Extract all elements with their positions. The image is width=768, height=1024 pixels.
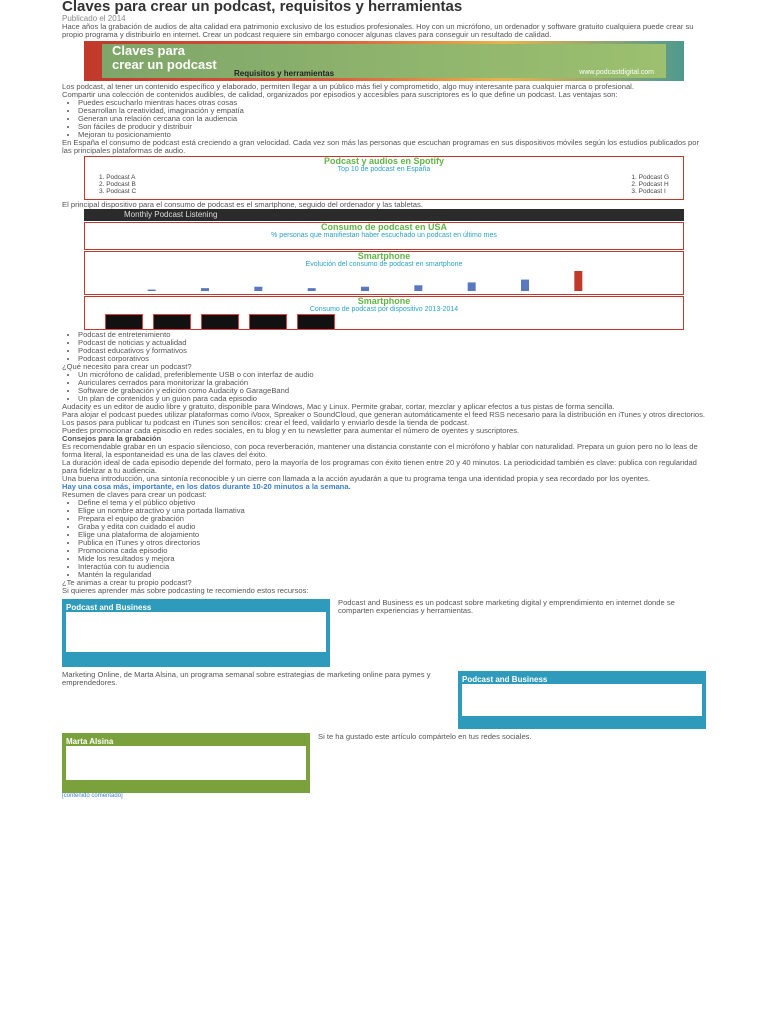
- chart-bar: [254, 287, 262, 291]
- paragraph: Audacity es un editor de audio libre y gratuito, disponible para Windows, Mac y Linux. Permite grabar, cortar, mezclar y aplicar efectos a tus pistas de forma sencilla.: [62, 402, 615, 411]
- list-item: • Un micrófono de calidad, preferiblemente USB o con interfaz de audio: [78, 371, 706, 379]
- list-item: • Promociona cada episodio: [78, 547, 706, 555]
- rank-item: 3. Podcast I: [631, 188, 666, 195]
- paragraph: Puedes promocionar cada episodio en redes sociales, en tu blog y en tu newsletter para aumentar el número de oyentes y suscriptores.: [62, 426, 520, 435]
- paragraph: Si te ha gustado este artículo compártelo en tus redes sociales.: [318, 732, 532, 741]
- hero-line3: Requisitos y herramientas: [234, 69, 335, 78]
- list-item: • Puedes escucharlo mientras haces otras cosas: [78, 99, 706, 107]
- chart-bar: [521, 280, 529, 291]
- paragraph: Los pasos para publicar tu podcast en iTunes son sencillos: crear el feed, validarlo y enviarlo desde la tienda de podcast.: [62, 418, 470, 427]
- device-block: [153, 314, 191, 330]
- rank-item: 3. Podcast C: [99, 188, 137, 195]
- article-date: Publicado el 2014: [62, 14, 126, 23]
- list-item: • Un plan de contenidos y un guion para cada episodio: [78, 395, 706, 403]
- device-block: [105, 314, 143, 330]
- hero-url: www.podcastdigital.com: [579, 69, 654, 76]
- article-title: Claves para crear un podcast, requisitos y herramientas: [62, 0, 463, 15]
- list-item: • Elige una plataforma de alojamiento: [78, 531, 706, 539]
- device-block: [297, 314, 335, 330]
- monthly-card: [84, 222, 684, 250]
- card-subtitle: Consumo de podcast por dispositivo 2013-2014: [309, 306, 459, 313]
- card-title: Smartphone: [357, 251, 411, 261]
- hero-line2: crear un podcast: [112, 57, 217, 72]
- list-item: • Podcast corporativos: [78, 355, 706, 363]
- footer-link[interactable]: [contenido comentado]: [62, 793, 123, 799]
- list-item: • Interactúa con tu audiencia: [78, 563, 706, 571]
- paragraph: Una buena introducción, una sintonía reconocible y un cierre con llamada a la acción ayudarán a que tu programa tenga una identidad propia y sea recordado por los oyentes.: [62, 474, 651, 483]
- list-item: • Publica en iTunes y otros directorios: [78, 539, 706, 547]
- chart-bar: [201, 288, 209, 291]
- card-title: Consumo de podcast en USA: [320, 222, 447, 232]
- rank-item: 1. Podcast A: [99, 174, 136, 181]
- marta-alsina-card[interactable]: [62, 733, 310, 793]
- intro-text: Hace años la grabación de audios de alta calidad era patrimonio exclusivo de los estudios profesionales. Hoy con un micrófono, un ordenador y software gratuito cualquiera puede crear su propio programa y distribuirlo en internet. Crear un podcast requiere sin embargo conocer algunas claves para conseguir un resultado de calidad.: [62, 22, 694, 39]
- card-title: Marta Alsina: [66, 737, 114, 746]
- paragraph: Los podcast, al tener un contenido específico y elaborado, permiten llegar a un público más fiel y comprometido, algo muy interesante para cualquier marca o profesional.: [62, 82, 634, 91]
- card-title: Podcast and Business: [462, 675, 548, 684]
- paragraph: Hay una cosa más, importante, en los datos durante 10-20 minutos a la semana.: [62, 482, 351, 491]
- card-subtitle: Evolución del consumo de podcast en smartphone: [305, 261, 463, 268]
- chart-bar: [308, 288, 316, 291]
- chart-bar: [574, 271, 582, 291]
- card-title: Smartphone: [357, 296, 411, 306]
- paragraph: El principal dispositivo para el consumo de podcast es el smartphone, seguido del ordenador y las tabletas.: [62, 200, 423, 209]
- card-subtitle: Top 10 de podcast en España: [337, 166, 431, 173]
- paragraph: En España el consumo de podcast está creciendo a gran velocidad. Cada vez son más las personas que escuchan programas en sus dispositivos móviles según los estudios publicados por las principales plataformas de audio.: [62, 138, 699, 155]
- paragraph: Si quieres aprender más sobre podcasting te recomiendo estos recursos:: [62, 586, 309, 595]
- subheading: ¿Te animas a crear tu propio podcast?: [62, 578, 192, 587]
- paragraph: Compartir una colección de contenidos audibles, de calidad, organizados por episodios y accesibles para suscriptores es lo que define un podcast. Las ventajas son:: [62, 90, 618, 99]
- chart-bar: [148, 290, 156, 291]
- list-item: • Mide los resultados y mejora: [78, 555, 706, 563]
- list-item: • Mantén la regularidad: [78, 571, 706, 579]
- list: [62, 499, 706, 579]
- bar-chart: [85, 269, 645, 291]
- paragraph: Es recomendable grabar en un espacio silencioso, con poca reverberación, mantener una distancia constante con el micrófono y hablar con naturalidad. Prepara un guion pero no lo leas de forma literal, la espontaneidad es una de las claves del éxito.: [62, 442, 698, 459]
- list-item: • Desarrollan la creatividad, imaginación y empatía: [78, 107, 706, 115]
- subheading: Consejos para la grabación: [62, 434, 162, 443]
- rank-item: 1. Podcast G: [631, 174, 669, 181]
- chart-bar: [414, 285, 422, 291]
- device-block: [201, 314, 239, 330]
- podcast-business-card-2[interactable]: [458, 671, 706, 729]
- list-item: • Mejoran tu posicionamiento: [78, 131, 706, 139]
- list-item: • Podcast educativos y formativos: [78, 347, 706, 355]
- list: [62, 331, 706, 363]
- paragraph: Marketing Online, de Marta Alsina, un programa semanal sobre estrategias de marketing online para pymes y emprendedores.: [62, 670, 431, 687]
- chart-bar: [361, 287, 369, 291]
- chart-bar: [468, 282, 476, 291]
- device-card: [84, 296, 684, 330]
- list: [62, 371, 706, 403]
- spotify-card: [84, 156, 684, 200]
- list-item: • Auriculares cerrados para monitorizar la grabación: [78, 379, 706, 387]
- list-item: • Elige un nombre atractivo y una portada llamativa: [78, 507, 706, 515]
- list: [62, 99, 706, 139]
- hero-line1: Claves para: [112, 43, 185, 58]
- paragraph: La duración ideal de cada episodio depende del formato, pero la mayoría de los programas con éxito tienen entre 20 y 40 minutos. La periodicidad también es clave: publica con regularidad para fidelizar a tu audiencia.: [62, 458, 697, 475]
- paragraph: Para alojar el podcast puedes utilizar plataformas como iVoox, Spreaker o SoundCloud, que generan automáticamente el feed RSS necesario para la distribución en iTunes y otros directorios.: [62, 410, 706, 419]
- smartphone-chart-card: [84, 251, 684, 295]
- subheading: Resumen de claves para crear un podcast:: [62, 490, 207, 499]
- device-block: [249, 314, 287, 330]
- rank-item: 2. Podcast H: [631, 181, 669, 188]
- subheading: ¿Qué necesito para crear un podcast?: [62, 362, 192, 371]
- card-title: Podcast y audios en Spotify: [323, 156, 445, 166]
- list-item: • Graba y edita con cuidado el audio: [78, 523, 706, 531]
- list-item: • Podcast de entretenimiento: [78, 331, 706, 339]
- list-item: • Generan una relación cercana con la audiencia: [78, 115, 706, 123]
- list-item: • Software de grabación y edición como Audacity o GarageBand: [78, 387, 706, 395]
- hero-banner: [84, 41, 684, 81]
- list-item: • Son fáciles de producir y distribuir: [78, 123, 706, 131]
- list-item: • Define el tema y el público objetivo: [78, 499, 706, 507]
- podcast-business-card[interactable]: [62, 599, 330, 667]
- card-title: Podcast and Business: [66, 603, 152, 612]
- card-text: % personas que manifiestan haber escuchado un podcast en último mes: [271, 232, 497, 239]
- list-item: • Podcast de noticias y actualidad: [78, 339, 706, 347]
- rank-item: 2. Podcast B: [99, 181, 136, 188]
- list-item: • Prepara el equipo de grabación: [78, 515, 706, 523]
- paragraph: Podcast and Business es un podcast sobre marketing digital y emprendimiento en internet donde se comparten experiencias y herramientas.: [338, 598, 675, 615]
- monthly-bar: Monthly Podcast Listening: [84, 209, 684, 221]
